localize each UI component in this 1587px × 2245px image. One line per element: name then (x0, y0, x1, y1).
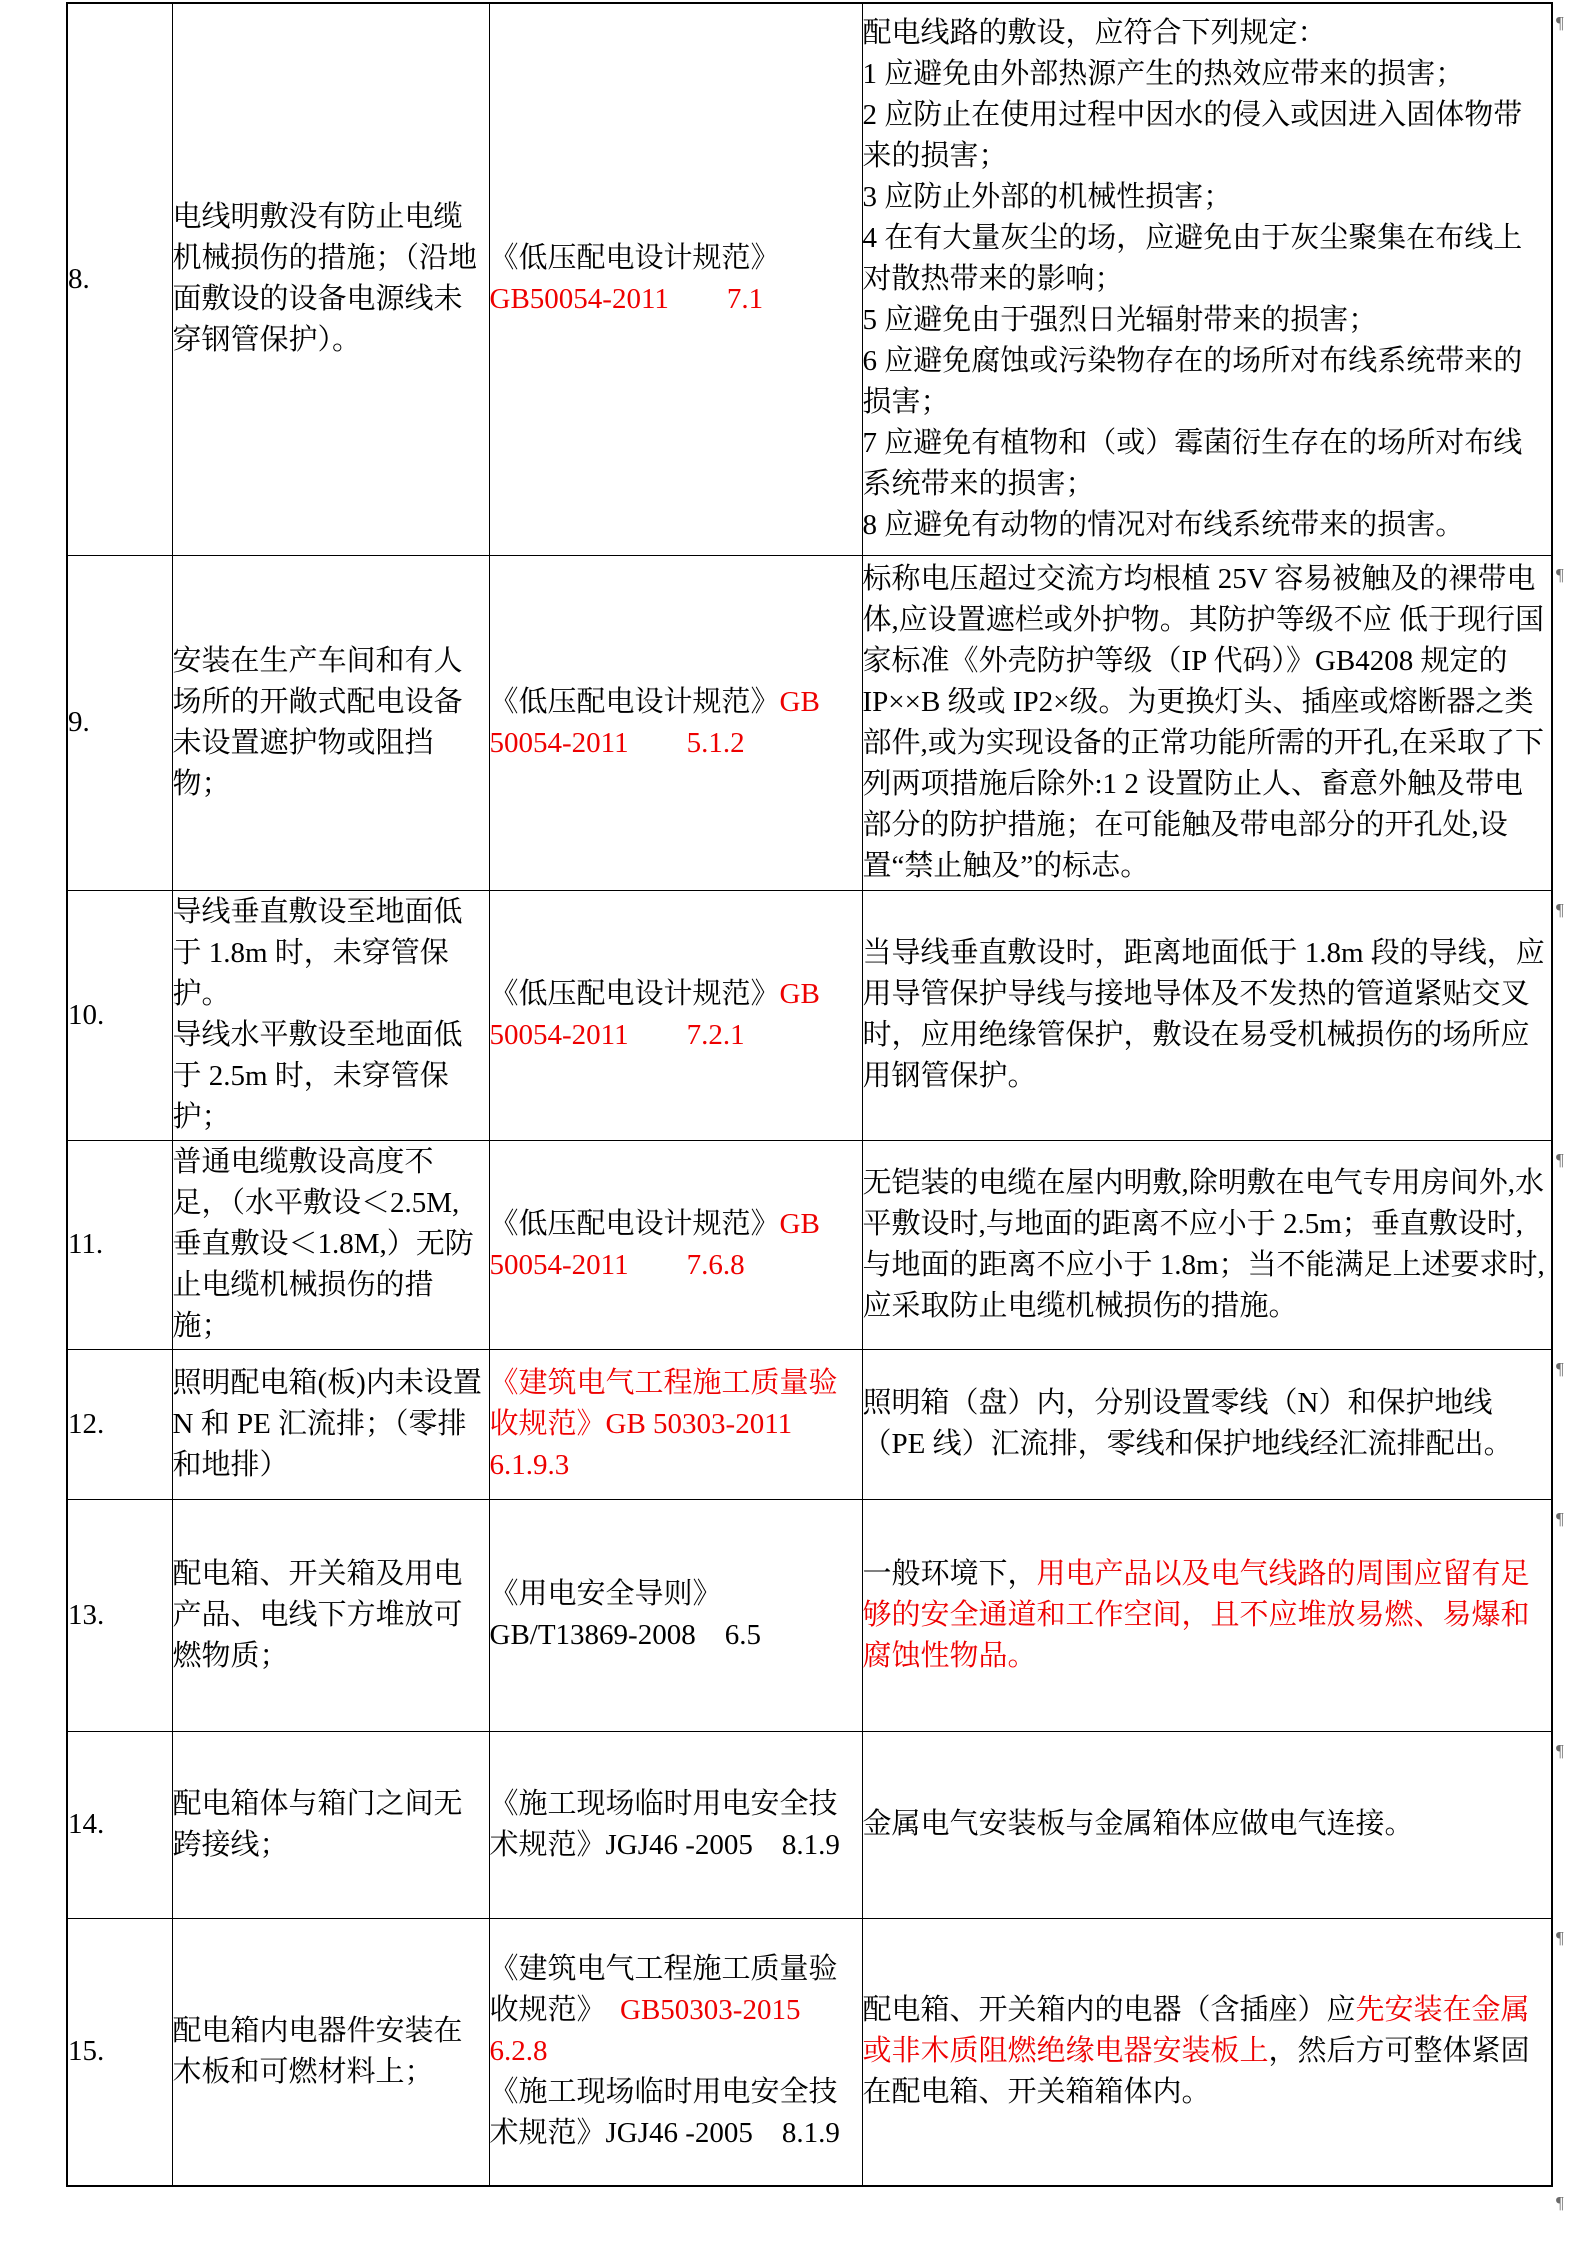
regulation-cell (862, 1140, 1552, 1349)
text-run: 7 应避免有植物和（或）霉菌衍生存在的场所对布线系统带来的损害； (862, 426, 1523, 500)
text-run: 《低压配电设计规范》 (489, 978, 780, 1010)
paragraph (863, 559, 1552, 887)
text-run: GB50303-2015 6.2.8 (489, 1994, 801, 2068)
row-number-cell: 8. (67, 3, 172, 555)
text-run: 1 应避免由外部热源产生的热效应带来的损害； (862, 57, 1465, 90)
reference-cell (489, 1349, 862, 1499)
text-run: 无铠装的电缆在屋内明敷,除明敷在电气专用房间外,水平敷设时,与地面的距离不应小于 2.5m；垂直敷设时,与地面的距离不应小于 1.8m；当不能满足上述要求时,应采取防止电缆机械损伤的措施。 (862, 1166, 1545, 1322)
problem-cell (172, 890, 489, 1140)
paragraph-mark-icon: ¶ (1556, 565, 1564, 584)
text-run: 《低压配电设计规范》 (489, 242, 780, 275)
paragraph (863, 95, 1552, 177)
paragraph (863, 341, 1552, 423)
text-run: 配电箱内电器件安装在木板和可燃材料上； (172, 2014, 463, 2088)
paragraph-mark-icon: ¶ (1556, 1741, 1564, 1760)
paragraph (490, 682, 862, 764)
regulation-cell (862, 3, 1552, 555)
text-run: 导线水平敷设至地面低于 2.5m 时，未穿管保护； (172, 1019, 463, 1133)
text-run: 《建筑电气工程施工质量验收规范》GB 50303-2011 6.1.9.3 (489, 1366, 838, 1481)
paragraph-mark-icon: ¶ (1556, 1150, 1564, 1169)
paragraph (863, 505, 1552, 546)
regulation-cell (862, 1918, 1552, 2186)
paragraph (490, 1204, 862, 1286)
paragraph-mark-icon: ¶ (1556, 900, 1564, 919)
paragraph (173, 2011, 489, 2093)
paragraph (490, 1363, 862, 1486)
regulation-cell (862, 1731, 1552, 1918)
text-run: 先安装在金属或非木质阻燃绝缘电器安装板上 (862, 1994, 1530, 2068)
reference-cell (489, 890, 862, 1140)
paragraph (173, 641, 489, 805)
text-run: 用电产品以及电气线路的周围应留有足够的安全通道和工作空间，且不应堆放易燃、易爆和腐蚀性物品。 (862, 1557, 1530, 1672)
problem-cell (172, 1499, 489, 1731)
text-run: 配电箱、开关箱及用电产品、电线下方堆放可燃物质； (172, 1557, 463, 1672)
paragraph-mark-icon: ¶ (1556, 2193, 1564, 2212)
paragraph (863, 300, 1552, 341)
text-run: ，然后方可整体紧固在配电箱、开关箱箱体内。 (862, 2035, 1530, 2109)
paragraph (863, 1804, 1552, 1845)
regulations-table (66, 2, 1553, 2187)
text-run: 配电箱、开关箱内的电器（含插座）应 (862, 1994, 1356, 2027)
text-run: 标称电压超过交流方均根植 25V 容易被触及的裸带电体,应设置遮栏或外护物。其防护等级不应 低于现行国家标准《外壳防护等级（IP 代码）》GB4208 规定的 IP××B 级或 IP2×级。为更换灯头、插座或熔断器之类部件,或为实现设备的正常功能所需的开孔,在采取了下列两项措施后除外:1 2 设置防止人、畜意外触及带电部分的防护措施；在可能触及带电部分的开孔处,设置“禁止触及”的标志。 (862, 562, 1545, 882)
row-number-cell: 9. (67, 555, 172, 890)
paragraph (863, 54, 1552, 95)
row-number-cell: 12. (67, 1349, 172, 1499)
regulation-cell (862, 1499, 1552, 1731)
problem-cell (172, 555, 489, 890)
row-number-cell: 11. (67, 1140, 172, 1349)
problem-cell (172, 1918, 489, 2186)
text-run: 普通电缆敷设高度不足，（水平敷设＜2.5M, 垂直敷设＜1.8M,）无防止电缆机械损伤的措施； (172, 1146, 474, 1342)
text-run: 照明箱（盘）内，分别设置零线（N）和保护地线（PE 线）汇流排，零线和保护地线经汇流排配出。 (862, 1387, 1513, 1460)
paragraph (490, 1784, 862, 1866)
problem-cell (172, 1140, 489, 1349)
reference-cell (489, 1918, 862, 2186)
paragraph (863, 1554, 1552, 1677)
paragraph (863, 1990, 1552, 2113)
text-run: 安装在生产车间和有人场所的开敞式配电设备未设置遮护物或阻挡物； (172, 644, 463, 800)
paragraph (173, 1142, 489, 1347)
text-run: 《低压配电设计规范》 (489, 1207, 780, 1240)
table-row (67, 3, 1552, 555)
paragraph (173, 1784, 489, 1866)
paragraph (863, 933, 1552, 1097)
paragraph (863, 177, 1552, 218)
regulation-cell (862, 1349, 1552, 1499)
text-run: 电线明敷没有防止电缆机械损伤的措施；（沿地面敷设的设备电源线未穿钢管保护）。 (172, 201, 478, 357)
reference-cell (489, 1731, 862, 1918)
text-run: GB50054-2011 7.1 (489, 283, 764, 316)
problem-cell (172, 3, 489, 555)
text-run: 一般环境下， (862, 1557, 1037, 1590)
paragraph (173, 1554, 489, 1677)
text-run: 8 应避免有动物的情况对布线系统带来的损害。 (862, 508, 1465, 541)
text-run: 6 应避免腐蚀或污染物存在的场所对布线系统带来的损害； (862, 344, 1523, 418)
paragraph-mark-icon: ¶ (1556, 1928, 1564, 1947)
text-run: 《低压配电设计规范》 (489, 685, 780, 718)
row-number-cell: 14. (67, 1731, 172, 1918)
text-run: 导线垂直敷设至地面低于 1.8m 时，未穿管保护。 (172, 896, 463, 1010)
text-run: GB 50054-2011 5.1.2 (489, 685, 820, 759)
paragraph (173, 892, 489, 1015)
table-row (67, 890, 1552, 1140)
text-run: 4 在有大量灰尘的场，应避免由于灰尘聚集在布线上对散热带来的影响； (862, 221, 1523, 295)
paragraph (863, 423, 1552, 505)
text-run: 配电箱体与箱门之间无跨接线； (172, 1787, 463, 1861)
regulation-cell (862, 555, 1552, 890)
paragraph-mark-icon: ¶ (1556, 1359, 1564, 1378)
paragraph (863, 1383, 1552, 1465)
text-run: GB 50054-2011 7.2.1 (489, 978, 820, 1051)
reference-cell (489, 3, 862, 555)
paragraph (490, 1574, 862, 1656)
paragraph (173, 197, 489, 361)
text-run: 《建筑电气工程施工质量验收规范》 (489, 1953, 838, 2027)
text-run: 照明配电箱(板)内未设置 N 和 PE 汇流排；（零排和地排） (172, 1366, 482, 1481)
problem-cell (172, 1349, 489, 1499)
regulation-cell (862, 890, 1552, 1140)
text-run: 《施工现场临时用电安全技术规范》JGJ46 -2005 8.1.9 (489, 2076, 840, 2150)
row-number-cell: 10. (67, 890, 172, 1140)
table-row (67, 1918, 1552, 2186)
paragraph (490, 1949, 862, 2072)
reference-cell (489, 1140, 862, 1349)
paragraph (490, 238, 862, 320)
table-row (67, 1140, 1552, 1349)
text-run: GB 50054-2011 7.6.8 (489, 1207, 820, 1281)
text-run: 5 应避免由于强烈日光辐射带来的损害； (862, 303, 1378, 336)
paragraph-mark-icon: ¶ (1556, 1509, 1564, 1528)
text-run: 配电线路的敷设，应符合下列规定： (862, 16, 1327, 49)
paragraph-mark-icon: ¶ (1556, 13, 1564, 32)
text-run: 2 应防止在使用过程中因水的侵入或因进入固体物带来的损害； (862, 98, 1523, 172)
table-row (67, 1731, 1552, 1918)
row-number-cell: 13. (67, 1499, 172, 1731)
paragraph (863, 218, 1552, 300)
text-run: 3 应防止外部的机械性损害； (862, 180, 1233, 213)
text-run: 当导线垂直敷设时，距离地面低于 1.8m 段的导线，应用导管保护导线与接地导体及不发热的管道紧贴交叉时，应用绝缘管保护，敷设在易受机械损伤的场所应用钢管保护。 (862, 937, 1545, 1092)
text-run: 金属电气安装板与金属箱体应做电气连接。 (862, 1808, 1414, 1840)
paragraph (863, 1163, 1552, 1327)
paragraph (173, 1015, 489, 1138)
table-row (67, 1499, 1552, 1731)
row-number-cell: 15. (67, 1918, 172, 2186)
table-row (67, 555, 1552, 890)
paragraph (490, 974, 862, 1056)
text-run: 《用电安全导则》GB/T13869-2008 6.5 (489, 1578, 761, 1651)
paragraph (863, 13, 1552, 54)
paragraph (173, 1363, 489, 1486)
text-run: 《施工现场临时用电安全技术规范》JGJ46 -2005 8.1.9 (489, 1787, 840, 1861)
table-row (67, 1349, 1552, 1499)
problem-cell (172, 1731, 489, 1918)
paragraph (490, 2072, 862, 2154)
reference-cell (489, 555, 862, 890)
reference-cell (489, 1499, 862, 1731)
